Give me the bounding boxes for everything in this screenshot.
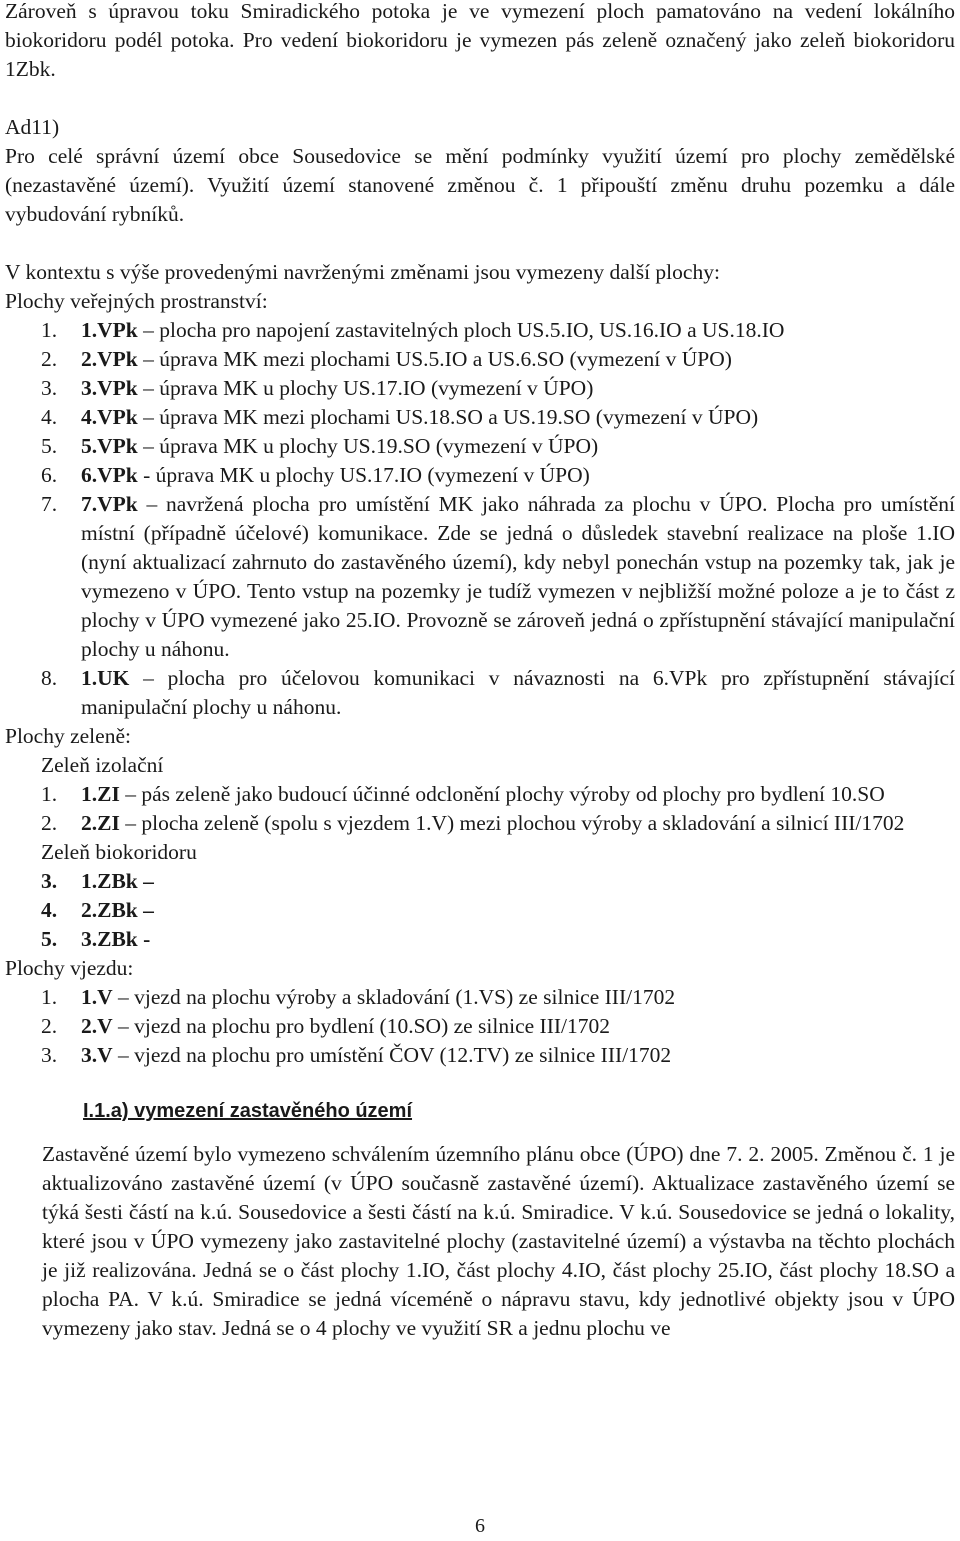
public-spaces-list — [5, 316, 955, 722]
item-text: – úprava MK mezi plochami US.5.IO a US.6.SO (vymezení v ÚPO) — [137, 347, 732, 371]
context-intro: V kontextu s výše provedenými navrženými změnami jsou vymezeny další plochy: — [5, 260, 720, 284]
section-paragraph: Zastavěné území bylo vymezeno schválením územního plánu obce (ÚPO) dne 7. 2. 2005. Změnou č. 1 je aktualizováno zastavěné území (v ÚPO současně zastavěné území). Aktualizace zastavěného území se týká šesti částí na k.ú. Sousedovice a šesti částí na k.ú. Smiradice. V k.ú. Sousedovice se jedná o lokality, které jsou v ÚPO vymezeny jako zastavitelné plochy (zastavitelné území) a výstavba na těchto plochách je již realizována. Jedná se o část plochy 1.IO, část plochy 4.IO, část plochy 25.IO, část plochy 18.SO a plocha PA. V k.ú. Smiradice se jedná víceméně o nápravu stavu, kdy jednotlivé objekty jsou v ÚPO vymezeny jako stav. Jedná se o 4 plochy ve využití SR a jednu plochu ve — [42, 1142, 955, 1340]
public-spaces-heading: Plochy veřejných prostranství: — [5, 289, 268, 313]
item-number: 6. — [41, 463, 58, 487]
ad11-paragraph: Pro celé správní území obce Sousedovice se mění podmínky využití území pro plochy zemědělské (nezastavěné území). Využití území stanovené změnou č. 1 připouští změnu druhu pozemku a dále vybudování rybníků. — [5, 144, 955, 226]
item-number: 4. — [41, 898, 58, 922]
item-text: - úprava MK u plochy US.17.IO (vymezení v ÚPO) — [137, 463, 590, 487]
item-number: 1. — [41, 318, 58, 342]
list-item — [5, 490, 955, 664]
section-heading: I.1.a) vymezení zastavěného území — [83, 1100, 413, 1122]
entrances-heading: Plochy vjezdu: — [5, 956, 134, 980]
item-code: 3.ZBk - — [81, 927, 151, 951]
item-code: 3.V — [81, 1043, 113, 1067]
item-number: 1. — [41, 782, 58, 806]
list-item — [5, 1041, 955, 1070]
item-code: 4.VPk — [81, 405, 138, 429]
entrances-list — [5, 983, 955, 1070]
list-item — [5, 809, 955, 838]
item-number: 3. — [41, 869, 58, 893]
item-text: – pás zeleně jako budoucí účinné odclonění plochy výroby od plochy pro bydlení 10.SO — [119, 782, 885, 806]
item-number: 2. — [41, 1014, 58, 1038]
list-item — [5, 345, 955, 374]
list-item — [5, 896, 955, 925]
list-item — [5, 1012, 955, 1041]
item-number: 1. — [41, 985, 58, 1009]
item-text: – plocha zeleně (spolu s vjezdem 1.V) mezi plochou výroby a skladování a silnicí III/1702 — [119, 811, 905, 835]
item-text: – vjezd na plochu pro bydlení (10.SO) ze silnice III/1702 — [112, 1014, 611, 1038]
item-number: 3. — [41, 376, 58, 400]
list-item — [5, 867, 955, 896]
isolation-greenery-list — [5, 780, 955, 838]
item-text: – plocha pro napojení zastavitelných ploch US.5.IO, US.16.IO a US.18.IO — [137, 318, 785, 342]
document-page — [5, 0, 955, 1343]
item-number: 8. — [41, 666, 58, 690]
item-number: 4. — [41, 405, 58, 429]
item-number: 2. — [41, 347, 58, 371]
page-number: 6 — [475, 1515, 485, 1537]
item-code: 1.ZI — [81, 782, 120, 806]
item-code: 1.UK — [81, 666, 130, 690]
greenery-heading: Plochy zeleně: — [5, 724, 131, 748]
list-item — [5, 664, 955, 722]
item-number: 5. — [41, 927, 58, 951]
list-item — [5, 983, 955, 1012]
item-code: 1.VPk — [81, 318, 138, 342]
item-text: – úprava MK u plochy US.19.SO (vymezení v ÚPO) — [137, 434, 599, 458]
item-number: 5. — [41, 434, 58, 458]
item-code: 7.VPk — [81, 492, 138, 516]
list-item — [5, 925, 955, 954]
item-code: 3.VPk — [81, 376, 138, 400]
item-code: 2.VPk — [81, 347, 138, 371]
item-code: 5.VPk — [81, 434, 138, 458]
list-item — [5, 403, 955, 432]
item-text: – navržená plocha pro umístění MK jako náhrada za plochu v ÚPO. Plocha pro umístění místní (případně účelové) komunikace. Zde se jedná o důsledek stavební realizace na ploše 1.IO (nyní aktualizací zahrnuto do zastavěného území), kdy nebyl ponechán vstup na pozemky tak, jak je vymezeno v ÚPO. Tento vstup na pozemky je tudíž vymezen v nejbližší možné poloze a je to část z plochy v ÚPO vymezené jako 25.IO. Provozně se zároveň jedná o zpřístupnění stávající manipulační plochy u náhonu. — [81, 492, 955, 661]
list-item — [5, 780, 955, 809]
item-code: 2.ZI — [81, 811, 120, 835]
list-item — [5, 461, 955, 490]
item-code: 1.V — [81, 985, 113, 1009]
item-code: 1.ZBk – — [81, 869, 154, 893]
corridor-greenery-list — [5, 867, 955, 954]
item-number: 7. — [41, 492, 58, 516]
list-item — [5, 316, 955, 345]
item-text: – vjezd na plochu výroby a skladování (1.VS) ze silnice III/1702 — [112, 985, 676, 1009]
corridor-greenery-heading: Zeleň biokoridoru — [41, 840, 197, 864]
item-text: – plocha pro účelovou komunikaci v návaznosti na 6.VPk pro zpřístupnění stávající manipulační plochy u náhonu. — [81, 666, 955, 719]
item-number: 3. — [41, 1043, 58, 1067]
item-text: – vjezd na plochu pro umístění ČOV (12.TV) ze silnice III/1702 — [112, 1043, 672, 1067]
item-text: – úprava MK u plochy US.17.IO (vymezení v ÚPO) — [137, 376, 594, 400]
list-item — [5, 374, 955, 403]
item-code: 2.V — [81, 1014, 113, 1038]
list-item — [5, 432, 955, 461]
intro-paragraph: Zároveň s úpravou toku Smiradického potoka je ve vymezení ploch pamatováno na vedení lokálního biokoridoru podél potoka. Pro vedení biokoridoru je vymezen pás zeleně označený jako zeleň biokoridoru 1Zbk. — [5, 0, 955, 81]
isolation-greenery-heading: Zeleň izolační — [41, 753, 164, 777]
item-code: 2.ZBk – — [81, 898, 154, 922]
item-text: – úprava MK mezi plochami US.18.SO a US.19.SO (vymezení v ÚPO) — [137, 405, 759, 429]
ad11-label: Ad11) — [5, 115, 60, 139]
item-number: 2. — [41, 811, 58, 835]
item-code: 6.VPk — [81, 463, 138, 487]
